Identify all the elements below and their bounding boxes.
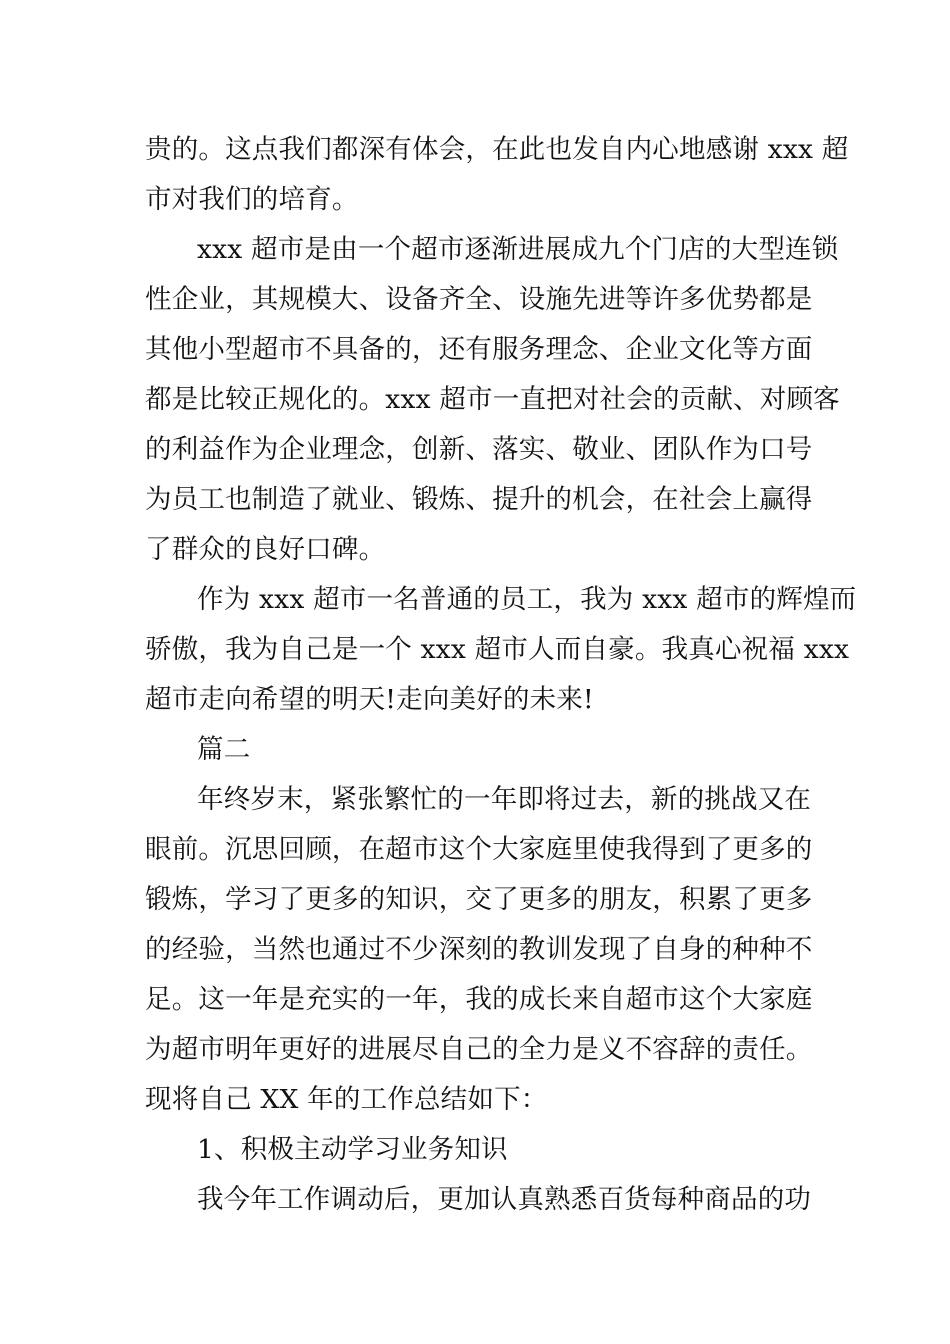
document-body xyxy=(145,125,857,1225)
paragraph-start-line: 我今年工作调动后，更加认真熟悉百货每种商品的功 xyxy=(197,1184,812,1215)
text-line: 骄傲，我为自己是一个 xxx 超市人而自豪。我真心祝福 xxx xyxy=(145,634,850,665)
text-line: 足。这一年是充实的一年，我的成长来自超市这个大家庭 xyxy=(145,984,813,1015)
section-heading: 篇二 xyxy=(197,734,251,765)
text-line: 其他小型超市不具备的，还有服务理念、企业文化等方面 xyxy=(145,334,813,365)
text-line: 的经验，当然也通过不少深刻的教训发现了自身的种种不 xyxy=(145,934,813,965)
text-line: 眼前。沉思回顾，在超市这个大家庭里使我得到了更多的 xyxy=(145,834,813,865)
text-line: 现将自己 XX 年的工作总结如下： xyxy=(145,1084,548,1115)
text-line: 性企业，其规模大、设备齐全、设施先进等许多优势都是 xyxy=(145,284,813,315)
text-line: 市对我们的培育。 xyxy=(145,184,359,215)
text-line: 贵的。这点我们都深有体会，在此也发自内心地感谢 xxx 超 xyxy=(145,134,849,165)
paragraph-start-line: xxx 超市是由一个超市逐渐进展成九个门店的大型连锁 xyxy=(197,234,839,265)
subsection-heading: 1、积极主动学习业务知识 xyxy=(197,1134,508,1165)
text-line: 为员工也制造了就业、锻炼、提升的机会，在社会上赢得 xyxy=(145,484,813,515)
text-line: 超市走向希望的明天!走向美好的未来! xyxy=(145,684,594,715)
text-line: 都是比较正规化的。xxx 超市一直把对社会的贡献、对顾客 xyxy=(145,384,840,415)
text-line: 了群众的良好口碑。 xyxy=(145,534,386,565)
text-line: 的利益作为企业理念，创新、落实、敬业、团队作为口号 xyxy=(145,434,813,465)
text-line: 锻炼，学习了更多的知识，交了更多的朋友，积累了更多 xyxy=(145,884,813,915)
paragraph-start-line: 年终岁末，紧张繁忙的一年即将过去，新的挑战又在 xyxy=(197,784,812,815)
paragraph-start-line: 作为 xxx 超市一名普通的员工，我为 xxx 超市的辉煌而 xyxy=(197,584,857,615)
text-line: 为超市明年更好的进展尽自己的全力是义不容辞的责任。 xyxy=(145,1034,813,1065)
